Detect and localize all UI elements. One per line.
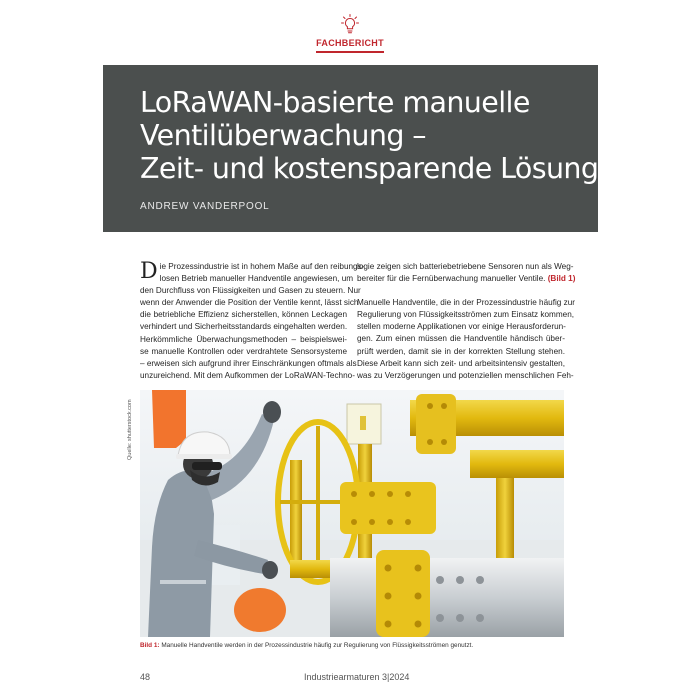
badge-underline	[316, 51, 384, 53]
text-line: die betriebliche Effizienz sicherstellen, können Leckagen	[140, 310, 347, 320]
text-line: gen. Zum einen müssen die Handventile händisch über-	[357, 334, 565, 344]
text-line: – erweisen sich aufgrund ihrer Einschränkungen oftmals als	[140, 358, 357, 368]
section-badge: FACHBERICHT	[316, 38, 384, 48]
text-line: Regulierung von Flüssigkeitsströmen zum Einsatz kommen,	[357, 310, 575, 320]
figure-reference: (Bild 1)	[547, 274, 576, 284]
text-line: wenn der Anwender die Position der Ventile kennt, lässt sich	[140, 298, 359, 308]
text-line: Manuelle Handventile, die in der Prozessindustrie häufig zur	[357, 298, 576, 308]
photo-credit-text: Quelle: shutterstock.com	[127, 399, 133, 460]
caption-label: Bild 1:	[140, 642, 160, 649]
article-photo	[140, 390, 564, 637]
text-line: verhindert und Sicherheitsstandards eingehalten werden.	[140, 322, 348, 332]
page-number: 48	[140, 672, 151, 682]
text-line: losen Betrieb manueller Handventile angewiesen, um	[159, 274, 354, 284]
paragraph-gap	[357, 285, 565, 297]
caption-text: Manuelle Handventile werden in der Prozessindustrie häufig zur Regulierung von Flüssigkeitsströmen genutzt.	[161, 642, 474, 649]
article-title	[140, 86, 599, 185]
text-line: ie Prozessindustrie ist in hohem Maße auf den reibungs-	[159, 262, 365, 271]
figure-caption	[140, 642, 473, 649]
text-line: Herkömmliche Überwachungsmethoden – beispielswei-	[140, 334, 347, 344]
title-line: LoRaWAN-basierte manuelle	[140, 86, 530, 119]
text-line: unzureichend. Mit dem Aufkommen der LoRaWAN-Techno-	[140, 370, 355, 380]
text-line: se manuelle Kontrollen oder verdrahtete Sensorsysteme	[140, 346, 347, 356]
photo-credit	[127, 390, 137, 460]
text-segment: bereiter für die Fernüberwachung manueller Ventile.	[357, 274, 546, 284]
author-name: ANDREW VANDERPOOL	[140, 201, 270, 212]
text-line: logie zeigen sich batteriebetriebene Sensoren nun als Weg-	[357, 262, 574, 271]
text-line	[357, 273, 576, 285]
text-line: Diese Arbeit kann sich zeit- und arbeitsintensiv gestalten,	[357, 358, 565, 368]
body-column-2	[357, 261, 576, 382]
title-line: Zeit- und kostensparende Lösung	[140, 152, 599, 185]
text-line: stellen moderne Applikationen vor einige Herausforderun-	[357, 322, 566, 332]
body-column-1	[140, 259, 365, 382]
text-line: den Durchfluss von Flüssigkeiten und Gasen zu steuern. Nur	[140, 286, 361, 296]
text-line: prüft werden, damit sie in der korrekten Stellung stehen.	[357, 346, 565, 356]
drop-cap: D	[140, 259, 158, 284]
lightbulb-icon	[341, 14, 359, 34]
text-line: was zu Verzögerungen und potenziellen menschlichen Feh-	[357, 370, 574, 380]
journal-issue: Industriearmaturen 3|2024	[304, 672, 410, 682]
title-line: Ventilüberwachung –	[140, 119, 426, 152]
